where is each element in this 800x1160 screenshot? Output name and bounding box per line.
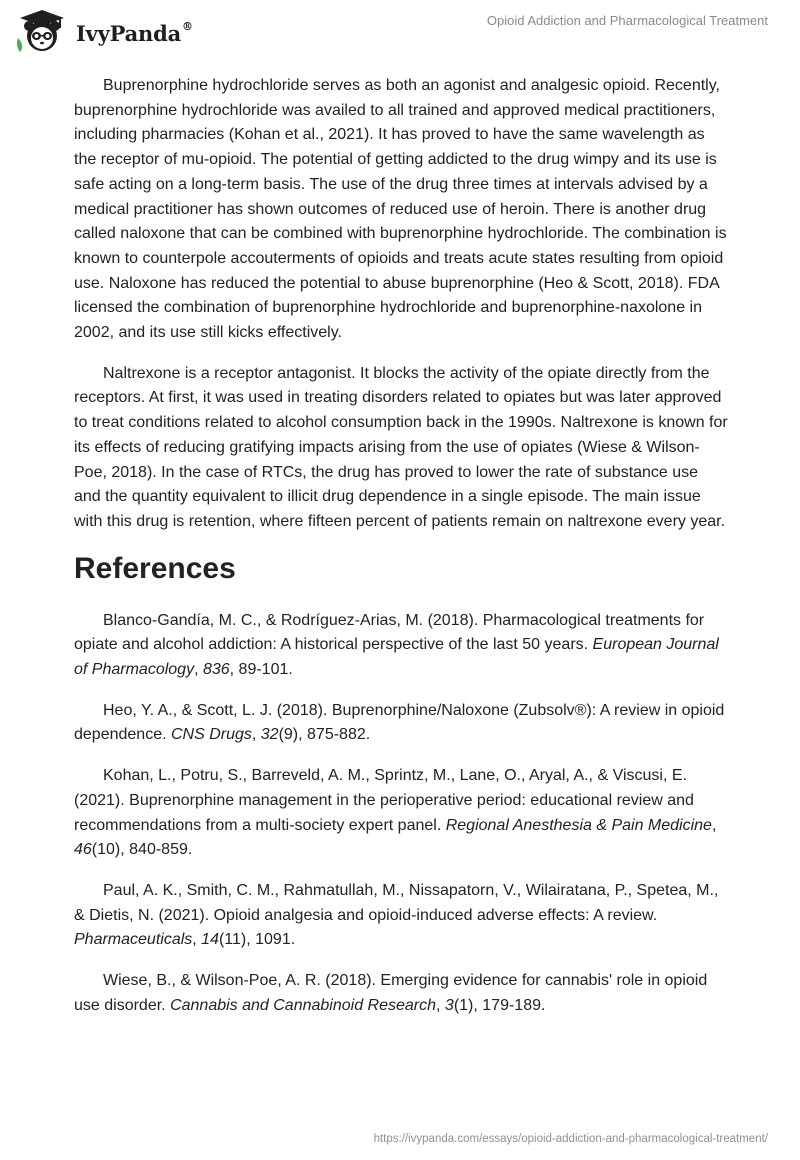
body-paragraph: Naltrexone is a receptor antagonist. It blocks the activity of the opiate directly from the receptors. At first, it was used in treating disorders related to opiates but was later approved to treat conditions related to alcohol consumption back in the 1990s. Naltrexone is known for its effects of reducing gratifying impacts arising from the use of opiates (Wiese & Wilson-Poe, 2018). In the case of RTCs, the drug has proved to lower the rate of substance use and the quantity equivalent to illicit drug dependence in a single episode. The main issue with this drug is retention, where fifteen percent of patients remain on naltrexone every year. (74, 364, 728, 530)
article-content (74, 74, 728, 1035)
brand-name: IvyPanda® (76, 20, 193, 46)
panda-logo-icon (14, 8, 70, 56)
reference-item: Wiese, B., & Wilson-Poe, A. R. (2018). Emerging evidence for cannabis' role in opioid use disorder. Cannabis and Cannabinoid Research, 3(1), 179-189. (74, 972, 708, 1014)
body-paragraph: Buprenorphine hydrochloride serves as both an agonist and analgesic opioid. Recently, buprenorphine hydrochloride was availed to all trained and approved medical practitioners, including pharmacies (Kohan et al., 2021). It has proved to have the same wavelength as the receptor of mu-opioid. The potential of getting addicted to the drug wimpy and its use is safe acting on a long-term basis. The use of the drug three times at intervals advised by a medical practitioner has shown outcomes of reduced use of heroin. There is another drug called naloxone that can be combined with buprenorphine hydrochloride. The combination is known to counterpole accouterments of opioids and treats acute states resulting from opioid use. Naloxone has reduced the potential to abuse buprenorphine (Heo & Scott, 2018). FDA licensed the combination of buprenorphine hydrochloride and buprenorphine-naxolone in 2002, and its use still kicks effectively. (74, 77, 727, 342)
reference-item: Heo, Y. A., & Scott, L. J. (2018). Buprenorphine/Naloxone (Zubsolv®): A review in opioid dependence. CNS Drugs, 32(9), 875-882. (74, 701, 725, 744)
reference-item: Kohan, L., Potru, S., Barreveld, A. M., Sprintz, M., Lane, O., Aryal, A., & Viscusi, E. (2021). Buprenorphine management in the perioperative period: educational review and recommendations from a multi-society expert panel. Regional Anesthesia & Pain Medicine, 46(10), 840-859. (74, 767, 717, 859)
references-heading: References (74, 551, 236, 585)
page-header (0, 0, 800, 64)
ivypanda-logo[interactable] (14, 8, 204, 56)
reference-item: Paul, A. K., Smith, C. M., Rahmatullah, M., Nissapatorn, V., Wilairatana, P., Spetea, M., & Dietis, N. (2021). Opioid analgesia and opioid-induced adverse effects: A review. Pharmaceuticals, 14(11), 1091. (74, 881, 719, 949)
document-title: Opioid Addiction and Pharmacological Treatment (486, 13, 768, 28)
source-url-link[interactable]: https://ivypanda.com/essays/opioid-addiction-and-pharmacological-treatment/ (373, 1133, 768, 1145)
reference-item: Blanco-Gandía, M. C., & Rodríguez-Arias, M. (2018). Pharmacological treatments for opiate and alcohol addiction: A historical perspective of the last 50 years. European Journal of Pharmacology, 836, 89-101. (74, 611, 719, 679)
